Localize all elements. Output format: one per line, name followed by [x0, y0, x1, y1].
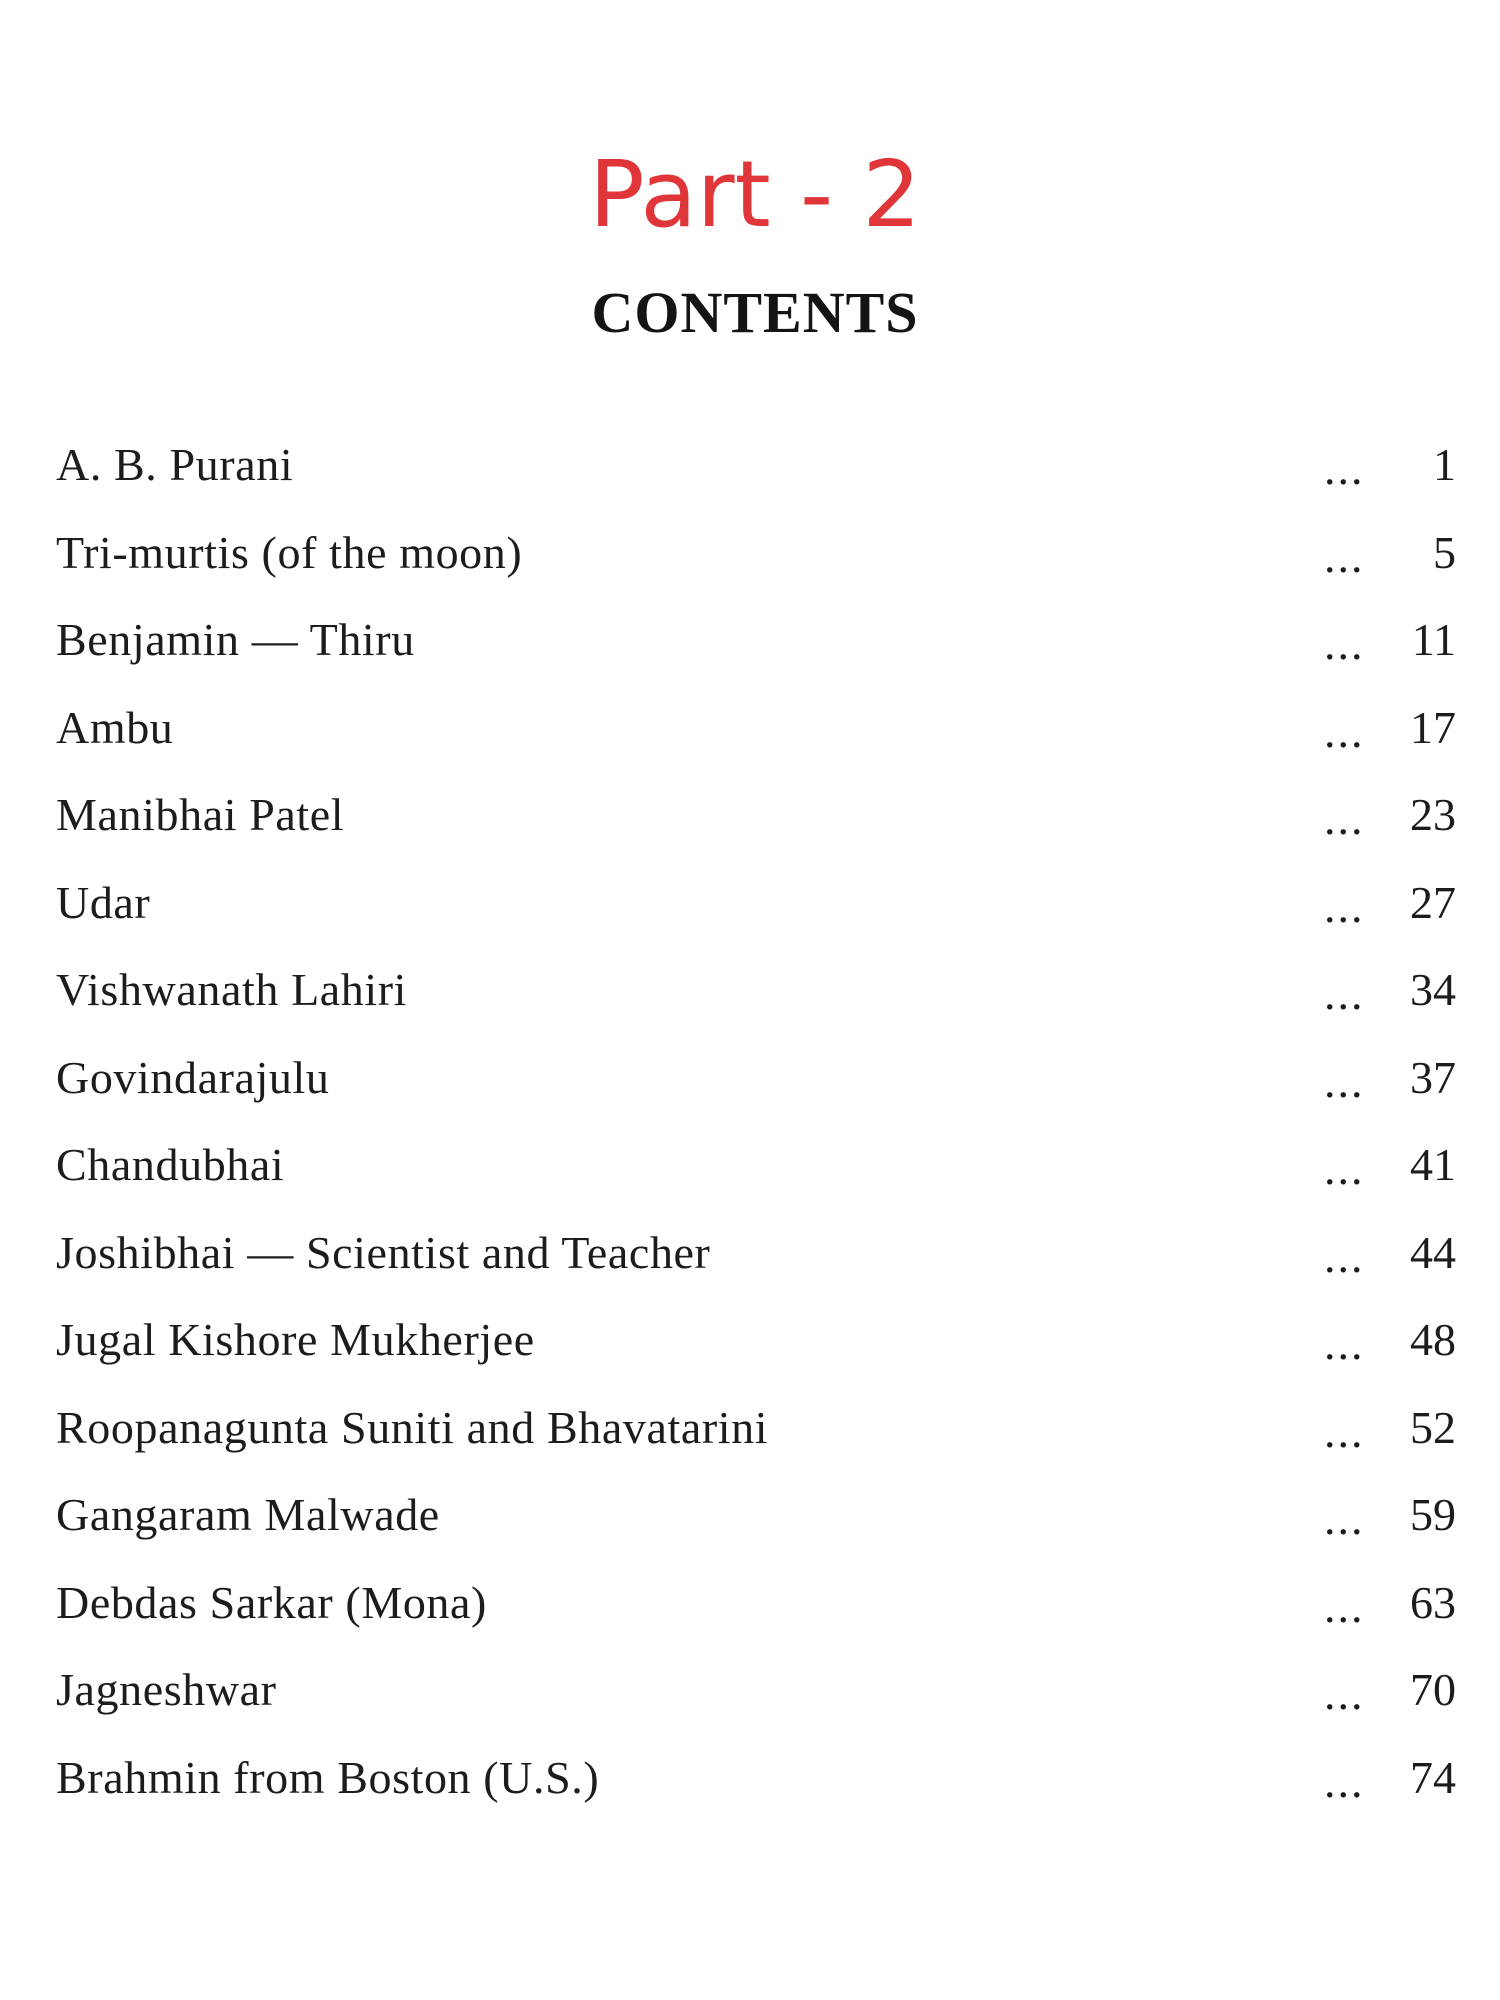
toc-entry	[56, 780, 1456, 868]
toc-entry-title: Benjamin — Thiru	[56, 614, 415, 665]
toc-entry	[56, 430, 1456, 518]
toc-entry	[56, 1655, 1456, 1743]
toc-entry-page-number: 37	[1410, 1051, 1456, 1103]
toc-entry-page-number: 11	[1411, 614, 1456, 665]
toc-entry-page-number: 63	[1410, 1576, 1456, 1628]
toc-entry-leader: ...	[1324, 1143, 1365, 1194]
toc-entry-leader: ...	[1324, 1493, 1365, 1544]
toc-entry-page-number: 52	[1410, 1401, 1456, 1453]
toc-entry-page-number: 44	[1410, 1226, 1456, 1278]
toc-entry-leader: ...	[1324, 1580, 1365, 1632]
toc-entry-page-number: 34	[1410, 964, 1456, 1015]
toc-entry-title: Roopanagunta Suniti and Bhavatarini	[56, 1401, 769, 1453]
toc-entry-page-number: 5	[1433, 526, 1456, 578]
toc-entry	[56, 1305, 1456, 1393]
toc-entry-title: Jagneshwar	[56, 1664, 277, 1715]
toc-entry-leader: ...	[1324, 705, 1365, 757]
part-title: Part - 2	[589, 141, 921, 248]
toc-entry-leader: ...	[1324, 793, 1365, 844]
toc-entry-leader: ...	[1324, 1405, 1365, 1457]
toc-entry-page-number: 1	[1433, 439, 1456, 490]
toc-entry-title: Manibhai Patel	[56, 789, 345, 840]
toc-entry-leader: ...	[1324, 1318, 1365, 1369]
toc-entry-page-number: 23	[1410, 789, 1456, 840]
toc-entry-leader: ...	[1324, 1755, 1365, 1807]
toc-entry	[56, 1743, 1456, 1831]
toc-entry-page-number: 41	[1410, 1139, 1456, 1190]
toc-entry-title: Ambu	[56, 701, 174, 753]
contents-heading: CONTENTS	[591, 280, 919, 345]
toc-entry-leader: ...	[1324, 880, 1365, 932]
toc-entry-leader: ...	[1324, 1055, 1365, 1107]
toc-entry	[56, 1218, 1456, 1306]
toc-entry-title: Vishwanath Lahiri	[56, 964, 408, 1015]
toc-entry	[56, 693, 1456, 781]
toc-entry-title: Jugal Kishore Mukherjee	[56, 1314, 535, 1365]
toc-entry	[56, 1393, 1456, 1481]
toc-entry-page-number: 17	[1410, 701, 1456, 753]
toc-entry-leader: ...	[1324, 618, 1365, 669]
toc-entry-title: Govindarajulu	[56, 1051, 330, 1103]
toc-entry	[56, 955, 1456, 1043]
toc-entry-title: Brahmin from Boston (U.S.)	[56, 1751, 600, 1803]
toc-entry-page-number: 27	[1410, 876, 1456, 928]
toc-entry-leader: ...	[1324, 530, 1365, 582]
toc-entry	[56, 1043, 1456, 1131]
toc-entry	[56, 518, 1456, 606]
toc-entry	[56, 1480, 1456, 1568]
toc-entry-leader: ...	[1324, 1668, 1365, 1719]
toc-entry-title: Chandubhai	[56, 1139, 285, 1190]
toc-entry-title: Gangaram Malwade	[56, 1489, 440, 1540]
toc-entry-title: Udar	[56, 876, 151, 928]
toc-entry	[56, 1568, 1456, 1656]
toc-entry-title: Tri-murtis (of the moon)	[56, 526, 523, 578]
toc-entry-title: A. B. Purani	[56, 439, 294, 490]
table-of-contents	[56, 430, 1456, 1830]
toc-entry	[56, 605, 1456, 693]
toc-entry	[56, 868, 1456, 956]
toc-entry-page-number: 48	[1410, 1314, 1456, 1365]
toc-entry-page-number: 70	[1410, 1664, 1456, 1715]
toc-entry-leader: ...	[1324, 443, 1365, 494]
toc-entry-page-number: 74	[1410, 1751, 1456, 1803]
toc-entry-title: Debdas Sarkar (Mona)	[56, 1576, 487, 1628]
toc-entry-leader: ...	[1324, 968, 1365, 1019]
toc-entry-title: Joshibhai — Scientist and Teacher	[56, 1226, 711, 1278]
toc-entry-leader: ...	[1324, 1230, 1365, 1282]
toc-entry	[56, 1130, 1456, 1218]
toc-entry-page-number: 59	[1410, 1489, 1456, 1540]
